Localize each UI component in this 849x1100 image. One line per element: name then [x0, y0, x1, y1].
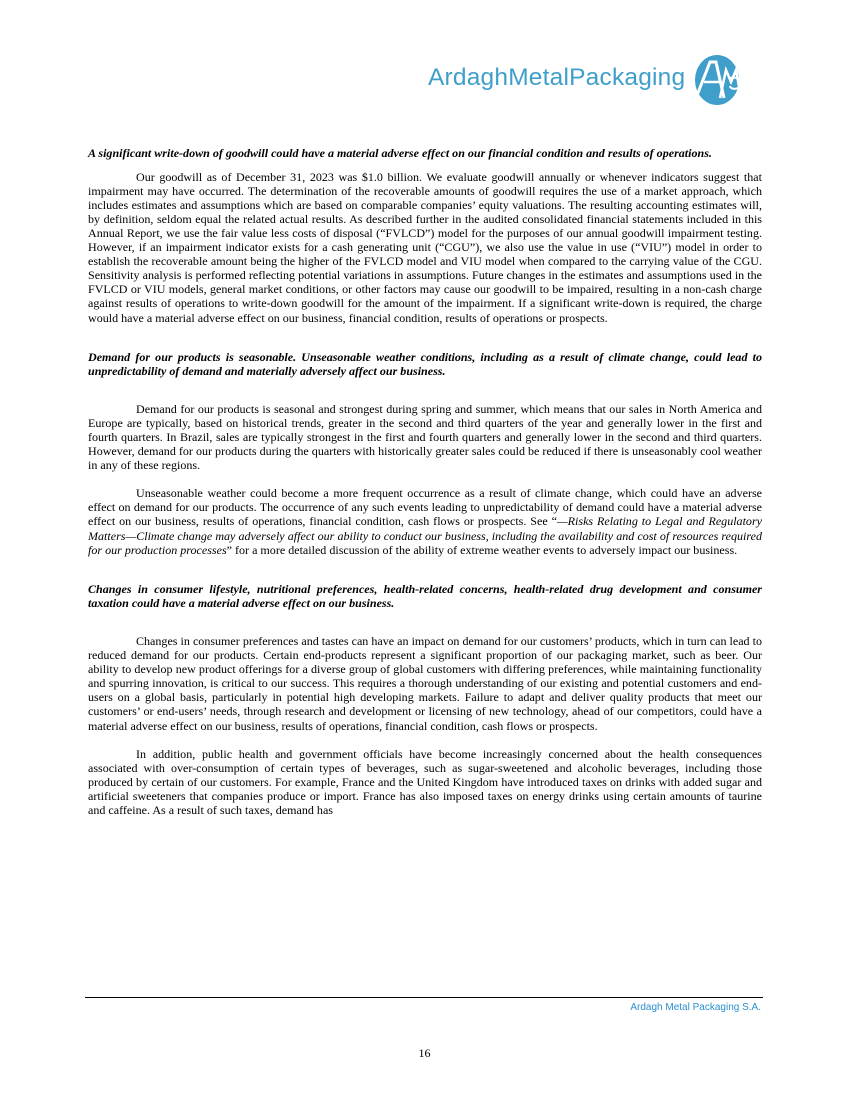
company-logo	[428, 52, 758, 108]
page-number: 16	[418, 1046, 431, 1060]
paragraph-seasonality: Demand for our products is seasonal and strongest during spring and summer, which means that our sales in North America and Europe are typically, based on historical trends, greater in the second and third quarters of the year and generally lower in the first and fourth quarters. In Brazil, sales are typically strongest in the first and fourth quarters and generally lower in the second and third quarters. However, demand for our products during the quarters with historically greater sales could be reduced if there is unseasonably cool weather in any of these regions.	[88, 401, 762, 473]
footer-company-name: Ardagh Metal Packaging S.A.	[630, 1002, 761, 1013]
paragraph-consumer-preferences: Changes in consumer preferences and tastes can have an impact on demand for our customers’ products, which in turn can lead to reduced demand for our products. Certain end-products represent a significant proportion of our packaging market, such as beer. Our ability to develop new product offerings for a diverse group of global customers with differing preferences, while maintaining functionality and spurring innovation, is critical to our success. This requires a thorough understanding of our existing and potential customers and end-users on a global basis, particularly in potential high developing markets. Failure to adapt and deliver quality products that meet our customers’ or end-users’ needs, through research and development or licensing of new technology, ahead of our competitors, could have a material adverse effect on our business, results of operations, financial condition, cash flows or prospects.	[88, 633, 762, 733]
logo-wordmark: ArdaghMetalPackaging	[428, 64, 686, 91]
section-heading-seasonality: Demand for our products is seasonable. Unseasonable weather conditions, including as a result of climate change, could lead to unpredictability of demand and materially adversely affect our business.	[88, 349, 762, 378]
paragraph-health-concerns: In addition, public health and government officials have become increasingly concerned about the health consequences associated with over-consumption of certain types of beverages, such as sugar-sweetened and alcoholic beverages, including those produced by certain of our customers. For example, France and the United Kingdom have introduced taxes on drinks with added sugar and artificial sweeteners that companies produce or import. France has also imposed taxes on energy drinks using certain amounts of taurine and caffeine. As a result of such taxes, demand has	[88, 746, 762, 817]
paragraph-goodwill: Our goodwill as of December 31, 2023 was $1.0 billion. We evaluate goodwill annually or whenever indicators suggest that impairment may have occurred. The determination of the recoverable amounts of goodwill requires the use of a market approach, which includes estimates and assumptions which are based on comparable companies’ equity valuations. The resulting accounting estimates will, by definition, seldom equal the related actual results. As described further in the audited consolidated financial statements included in this Annual Report, we use the fair value less costs of disposal (“FVLCD”) model for the purposes of our annual goodwill impairment testing. However, if an impairment indicator exists for a cash generating unit (“CGU”), we also use the value in use (“VIU”) model in order to establish the recoverable amount being the higher of the FVLCD model and VIU model when compared to the carrying value of the CGU. Sensitivity analysis is performed reflecting potential variations in assumptions. Future changes in the estimates and assumptions used in the FVLCD or VIU models, general market conditions, or other factors may cause our goodwill to be impaired, resulting in a non-cash charge against results of operations to write-down goodwill for the amount of the impairment. If a significant write-down is required, the charge would have a material adverse effect on our business, financial condition, results of operations or prospects.	[88, 169, 762, 325]
amp-logo-icon	[686, 52, 748, 108]
section-heading-goodwill: A significant write-down of goodwill could have a material adverse effect on our financial condition and results of operations.	[88, 146, 712, 160]
paragraph-unseasonable-weather: Unseasonable weather could become a more frequent occurrence as a result of climate change, which could have an adverse effect on demand for our products. The occurrence of any such events leading to unpredictability of demand could have a material adverse effect on our business, results of operations, financial condition, cash flows or prospects. See “—Risks Relating to Legal and Regulatory Matters—Climate change may adversely affect our ability to conduct our business, including the availability and cost of resources required for our production processes” for a more detailed discussion of the ability of extreme weather events to adversely impact our business.	[88, 486, 762, 557]
document-body	[88, 146, 762, 817]
section-heading-consumer-lifestyle: Changes in consumer lifestyle, nutritional preferences, health-related concerns, health-related drug development and consumer taxation could have a material adverse effect on our business.	[88, 581, 762, 610]
footer-divider	[85, 997, 763, 998]
cross-reference-climate-risk: —Risks Relating to Legal and Regulatory Matters—Climate change may adversely affect our ability to conduct our business, including the availability and cost of resources required for our production processes	[88, 514, 762, 557]
